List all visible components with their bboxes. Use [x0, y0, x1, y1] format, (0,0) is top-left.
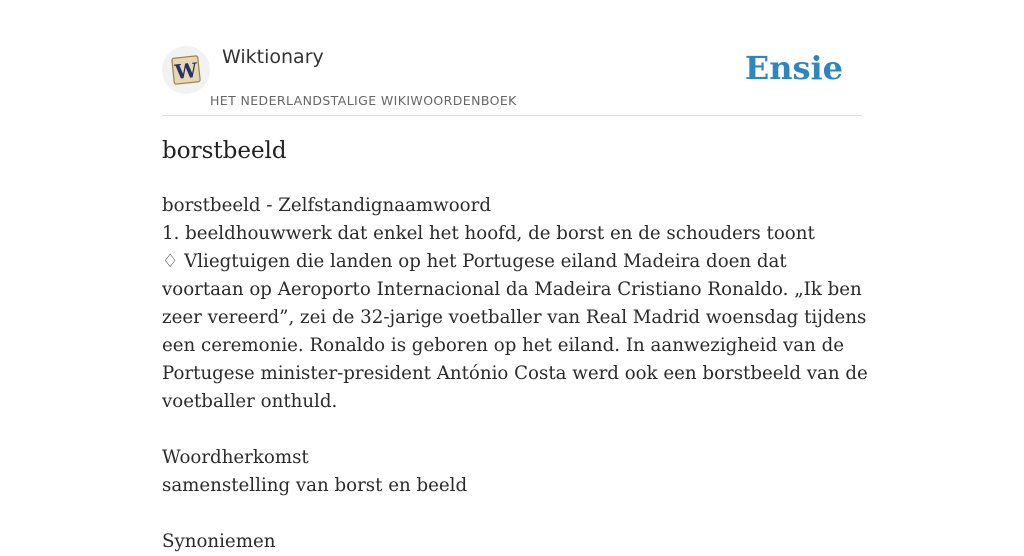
example-quote: ♢ Vliegtuigen die landen op het Portugese eiland Madeira doen dat voortaan op Aeroporto Internacional da Madeira Cristiano Ronaldo. „Ik ben zeer vereerd”, zei de 32-jarige voetballer van Real Madrid woensdag tijdens een ceremonie. Ronaldo is geboren op het eiland. In aanwezigheid van de Portugese minister-president António Costa werd ook een borstbeeld van de voetballer onthuld. [162, 251, 868, 412]
spacer [162, 500, 872, 528]
source-header [162, 0, 862, 116]
etymology-heading: Woordherkomst [162, 447, 309, 468]
entry-body [162, 192, 872, 556]
ensie-logo[interactable]: Ensie [744, 49, 843, 87]
content-column [162, 0, 868, 552]
etymology-text: samenstelling van borst en beeld [162, 475, 468, 496]
source-subtitle: HET NEDERLANDSTALIGE WIKIWOORDENBOEK [210, 93, 517, 108]
definition: 1. beeldhouwwerk dat enkel het hoofd, de borst en de schouders toont [162, 223, 815, 244]
wiktionary-logo-icon[interactable] [162, 46, 210, 94]
spacer [162, 416, 872, 444]
page-title: borstbeeld [162, 138, 287, 164]
wiktionary-tile [170, 54, 202, 86]
source-name[interactable]: Wiktionary [222, 46, 324, 68]
logo-letter: W [173, 57, 199, 85]
part-of-speech-line: borstbeeld - Zelfstandignaamwoord [162, 195, 491, 216]
synonyms-heading: Synoniemen [162, 531, 276, 552]
